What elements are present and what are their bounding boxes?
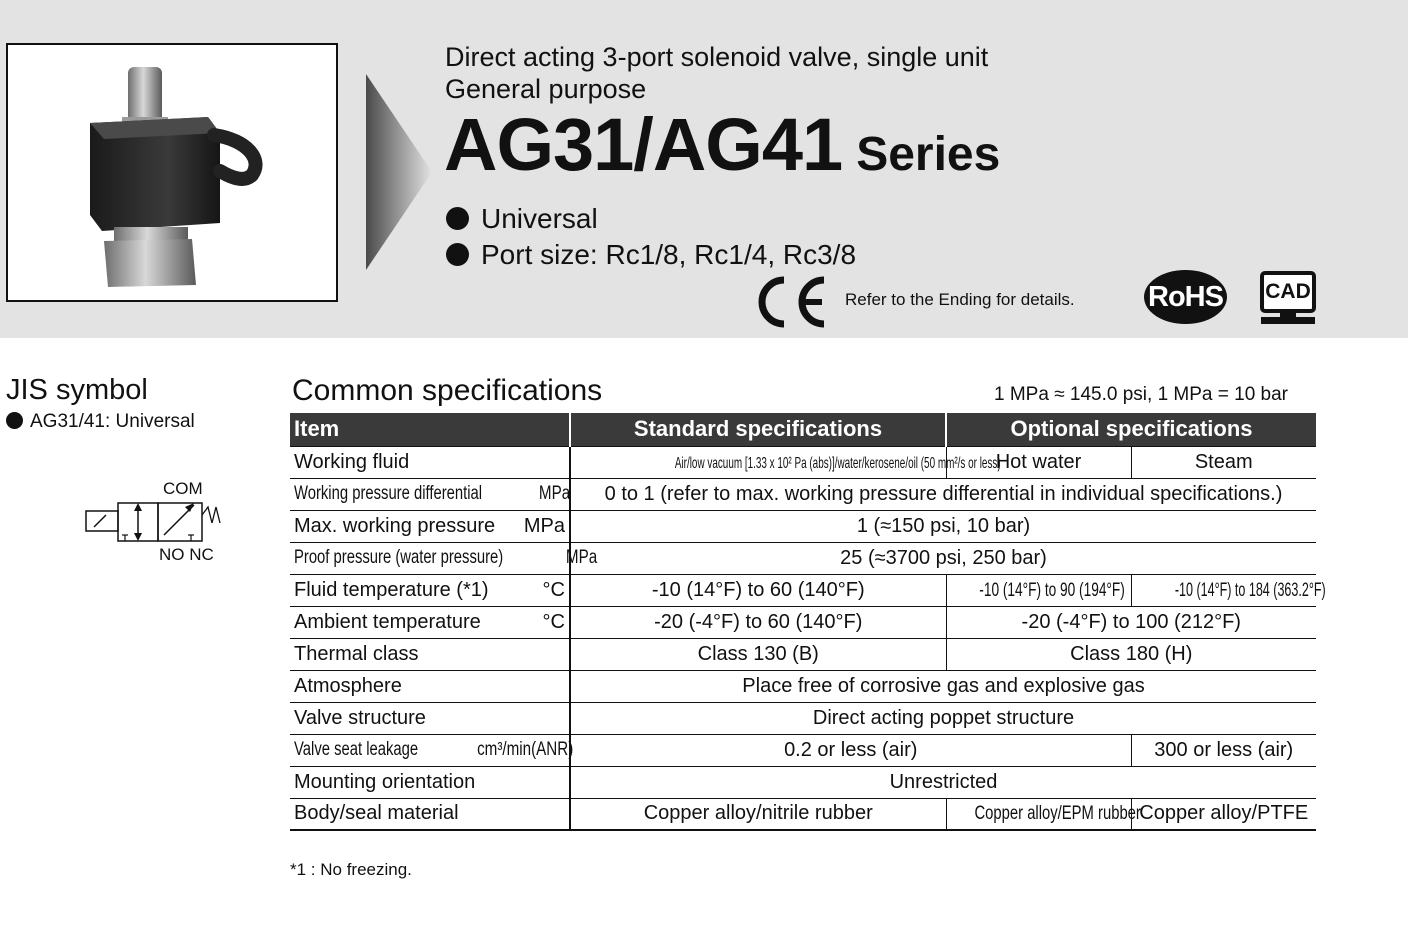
feature-text: Port size: Rc1/8, Rc1/4, Rc3/8 <box>481 239 857 270</box>
row-label: Proof pressure (water pressure) MPa <box>290 542 570 574</box>
cell-standard: Air/low vacuum [1.33 x 10² Pa (abs)]/water/kerosene/oil (50 mm²/s or less) <box>570 446 946 478</box>
jis-label-no-nc: NO NC <box>159 545 214 564</box>
cell-standard: Copper alloy/nitrile rubber <box>570 798 946 830</box>
row-label: Atmosphere <box>290 670 570 702</box>
cell-standard: 0.2 or less (air) <box>570 734 1131 766</box>
product-photo <box>6 43 338 302</box>
cell-optional: Class 180 (H) <box>946 638 1316 670</box>
cell-optional: -20 (-4°F) to 100 (212°F) <box>946 606 1316 638</box>
header-item: Item <box>290 413 570 446</box>
jis-label-com: COM <box>163 479 203 498</box>
row-label: Body/seal material <box>290 798 570 830</box>
row-label: Working pressure differential MPa <box>290 478 570 510</box>
row-label: Fluid temperature (*1) °C <box>290 574 570 606</box>
table-row <box>290 542 1316 574</box>
cell-value: 0 to 1 (refer to max. working pressure differential in individual specifications.) <box>570 478 1316 510</box>
cell-value: Place free of corrosive gas and explosive gas <box>570 670 1316 702</box>
arrow-pointer-graphic <box>366 74 436 270</box>
table-row <box>290 574 1316 606</box>
table-row <box>290 702 1316 734</box>
model-heading <box>444 102 1000 187</box>
row-label: Mounting orientation <box>290 766 570 798</box>
cell-value: Direct acting poppet structure <box>570 702 1316 734</box>
feature-text: Universal <box>481 203 598 234</box>
specs-title: Common specifications <box>292 374 603 407</box>
ce-mark-icon <box>754 276 828 328</box>
rohs-badge: RoHS <box>1144 270 1227 324</box>
table-row <box>290 446 1316 478</box>
cad-label: CAD <box>1265 280 1311 303</box>
table-row <box>290 734 1316 766</box>
row-label: Valve structure <box>290 702 570 734</box>
table-row <box>290 798 1316 830</box>
header-optional: Optional specifications <box>946 413 1316 446</box>
table-row <box>290 510 1316 542</box>
footnote: *1 : No freezing. <box>290 860 412 879</box>
refer-note: Refer to the Ending for details. <box>845 290 1075 309</box>
cell-optional-2: Copper alloy/PTFE <box>1131 798 1316 830</box>
cell-standard: -20 (-4°F) to 60 (140°F) <box>570 606 946 638</box>
model-name: AG31/AG41 <box>444 103 843 186</box>
cell-optional-2: Steam <box>1131 446 1316 478</box>
cell-value: 1 (≈150 psi, 10 bar) <box>570 510 1316 542</box>
bullet-icon <box>446 207 469 230</box>
table-row <box>290 606 1316 638</box>
bullet-icon <box>446 243 469 266</box>
jis-subtitle-text: AG31/41: Universal <box>30 411 195 432</box>
jis-symbol-title: JIS symbol <box>6 374 148 406</box>
series-word: Series <box>856 128 1001 181</box>
product-subtitle-2: General purpose <box>445 74 647 104</box>
table-row <box>290 478 1316 510</box>
cell-optional-2: 300 or less (air) <box>1131 734 1316 766</box>
cell-optional-1: Hot water <box>946 446 1131 478</box>
table-row <box>290 766 1316 798</box>
cell-optional-2: -10 (14°F) to 184 (363.2°F) <box>1131 574 1316 606</box>
table-row <box>290 670 1316 702</box>
cell-standard: Class 130 (B) <box>570 638 946 670</box>
header-standard: Standard specifications <box>570 413 946 446</box>
row-label: Ambient temperature °C <box>290 606 570 638</box>
cell-value: 25 (≈3700 psi, 250 bar) <box>570 542 1316 574</box>
feature-item <box>446 202 598 236</box>
bullet-icon <box>6 412 23 429</box>
cell-standard: -10 (14°F) to 60 (140°F) <box>570 574 946 606</box>
product-subtitle-1: Direct acting 3-port solenoid valve, single unit <box>445 42 989 72</box>
common-specifications-table <box>290 413 1326 831</box>
row-label: Valve seat leakage cm³/min(ANR) <box>290 734 570 766</box>
jis-symbol-subtitle <box>6 411 195 433</box>
row-label: Max. working pressure MPa <box>290 510 570 542</box>
row-label: Thermal class <box>290 638 570 670</box>
unit-conversion-note: 1 MPa ≈ 145.0 psi, 1 MPa = 10 bar <box>994 384 1289 405</box>
cell-optional-1: -10 (14°F) to 90 (194°F) <box>946 574 1131 606</box>
solenoid-valve-illustration <box>8 45 336 300</box>
jis-valve-symbol <box>82 475 232 545</box>
cell-optional-1: Copper alloy/EPM rubber <box>946 798 1131 830</box>
row-label: Working fluid <box>290 446 570 478</box>
feature-item <box>446 238 856 272</box>
table-row <box>290 638 1316 670</box>
table-header-row <box>290 413 1316 446</box>
cell-value: Unrestricted <box>570 766 1316 798</box>
